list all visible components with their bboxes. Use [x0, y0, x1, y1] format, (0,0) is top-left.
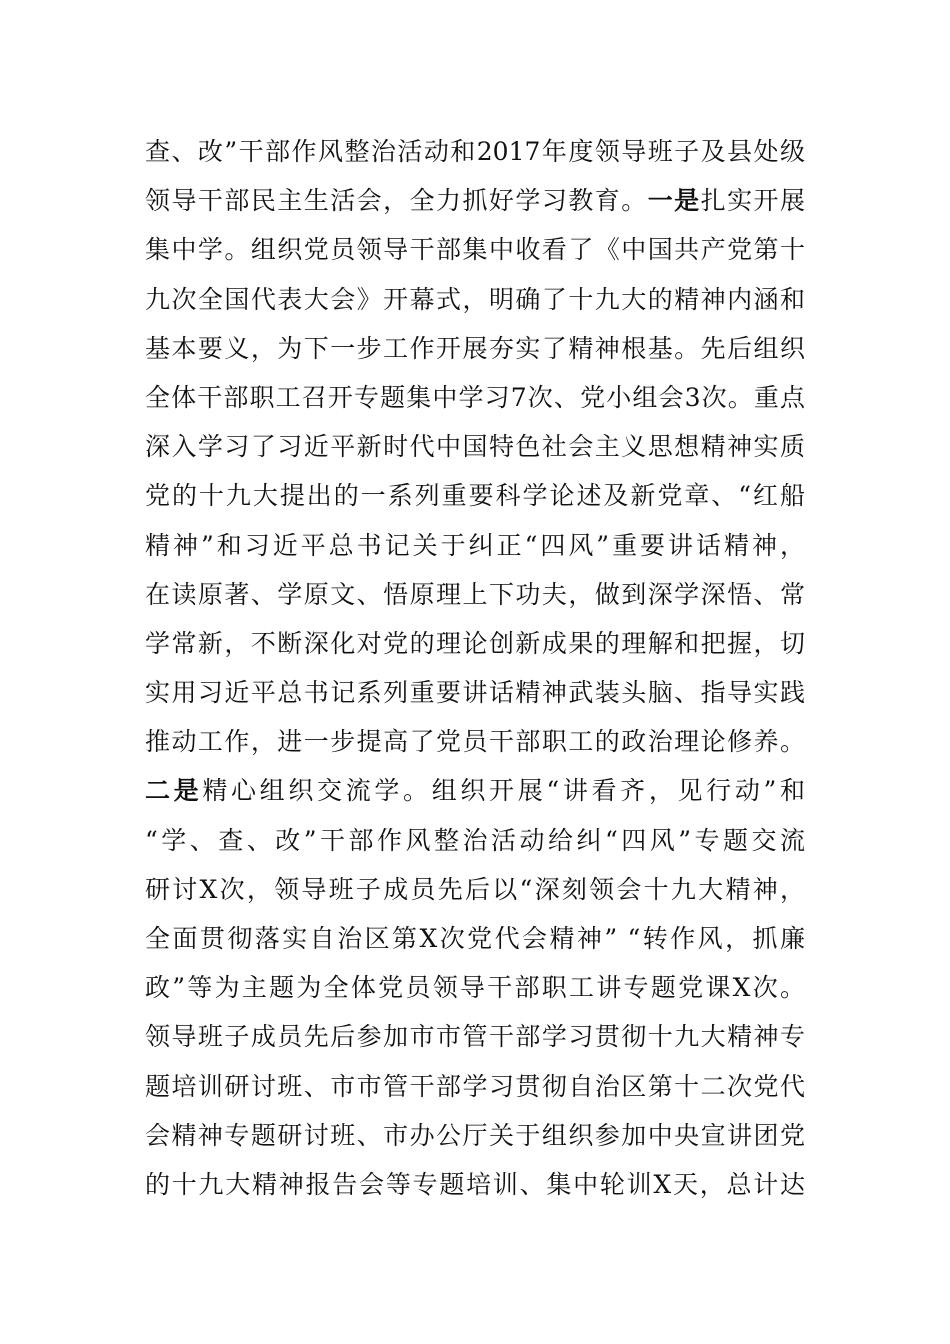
text-line — [145, 717, 805, 766]
text-run: 精神”和习近平总书记关于纠正“四风”重要讲话精神， — [145, 530, 805, 560]
text-line — [145, 963, 805, 1012]
text-run: 基本要义，为下一步工作开展夯实了精神根基。先后组织 — [145, 333, 805, 363]
text-run: 政”等为主题为全体党员领导干部职工讲专题党课X次。 — [145, 973, 805, 1003]
text-run: 的十九大精神报告会等专题培训、集中轮训X天，总计达 — [145, 1169, 805, 1199]
body-text — [145, 127, 805, 1209]
text-run: 党的十九大提出的一系列重要科学论述及新党章、“红船 — [145, 481, 805, 511]
text-run: 在读原著、学原文、悟原理上下功夫，做到深学深悟、常 — [145, 579, 805, 609]
text-line — [145, 176, 805, 225]
bold-run: 一是 — [647, 186, 701, 216]
text-run: “学、查、改”干部作风整治活动给纠“四风”专题交流 — [145, 825, 805, 855]
text-run: 研讨X次，领导班子成员先后以“深刻领会十九大精神， — [145, 874, 805, 904]
text-line — [145, 1062, 805, 1111]
text-line — [145, 766, 805, 815]
text-line — [145, 1160, 805, 1209]
text-run: 九次全国代表大会》开幕式，明确了十九大的精神内涵和 — [145, 284, 805, 314]
text-run: 学常新，不断深化对党的理论创新成果的理解和把握，切 — [145, 628, 805, 658]
text-line — [145, 275, 805, 324]
text-run: 精心组织交流学。组织开展“讲看齐，见行动”和 — [202, 776, 805, 806]
text-line — [145, 668, 805, 717]
text-run: 集中学。组织党员领导干部集中收看了《中国共产党第十 — [145, 235, 805, 265]
text-line — [145, 570, 805, 619]
text-line — [145, 521, 805, 570]
text-line — [145, 914, 805, 963]
text-line — [145, 127, 805, 176]
text-line — [145, 619, 805, 668]
text-run: 领导干部民主生活会，全力抓好学习教育。 — [145, 186, 648, 216]
text-line — [145, 865, 805, 914]
text-line — [145, 373, 805, 422]
text-run: 深入学习了习近平新时代中国特色社会主义思想精神实质 — [145, 432, 805, 462]
text-line — [145, 1111, 805, 1160]
text-line — [145, 1012, 805, 1061]
text-run: 实用习近平总书记系列重要讲话精神武装头脑、指导实践 — [145, 678, 805, 708]
text-run: 会精神专题研讨班、市办公厅关于组织参加中央宣讲团党 — [145, 1120, 805, 1150]
text-line — [145, 816, 805, 865]
bold-run: 二是 — [145, 776, 203, 806]
text-run: 全体干部职工召开专题集中学习7次、党小组会3次。重点 — [145, 382, 805, 412]
text-run: 全面贯彻落实自治区第X次党代会精神” “转作风，抓廉 — [145, 924, 805, 953]
text-line — [145, 471, 805, 520]
text-run: 题培训研讨班、市市管干部学习贯彻自治区第十二次党代 — [145, 1071, 805, 1101]
text-run: 领导班子成员先后参加市市管干部学习贯彻十九大精神专 — [145, 1022, 805, 1052]
text-line — [145, 422, 805, 471]
text-run: 推动工作，进一步提高了党员干部职工的政治理论修养。 — [145, 727, 805, 757]
text-run: 查、改”干部作风整治活动和2017年度领导班子及县处级 — [145, 137, 805, 166]
text-line — [145, 225, 805, 274]
text-line — [145, 324, 805, 373]
text-run: 扎实开展 — [700, 186, 805, 216]
